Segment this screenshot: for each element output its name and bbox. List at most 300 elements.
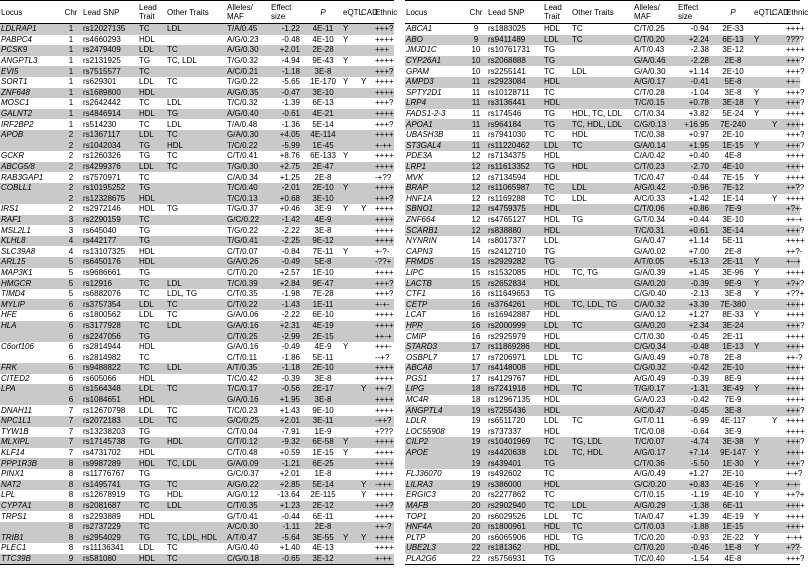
table-row [0,469,394,480]
cell-locus: CYP7A1 [1,501,32,511]
table-row [405,374,800,385]
cell-lead-trait: HDL [139,246,156,256]
cell-alleles-maf: C/T/0.22 [227,299,258,309]
cell-cad [360,130,374,141]
cell-lead-snp: rs2068888 [488,56,526,66]
cell-alleles-maf: T/A/0.45 [227,24,258,34]
cell-lead-snp: rs439401 [488,458,522,468]
cell-chr: 6 [68,373,74,383]
cell-other-traits: LDL [167,98,182,108]
cell-lead-snp: rs2902940 [488,501,526,511]
cell-p: 1E-13 [722,342,744,352]
cell-lead-trait: HDL [544,331,561,341]
cell-lead-snp: rs442177 [83,236,117,246]
cell-chr: 22 [471,543,481,553]
cell-chr: 1 [68,66,74,76]
cell-lead-snp: rs11776767 [83,469,125,479]
cell-lead-trait: HDL [544,24,561,34]
cell-effect-size: +1.27 [688,310,709,320]
cell-lead-snp: rs6029526 [488,511,526,521]
cell-lead-snp: rs11869286 [488,342,530,352]
cell-alleles-maf: T/A/0.48 [227,119,258,129]
cell-p: 4E-117 [720,416,746,426]
cell-ethnic: ++++ [786,162,805,172]
cell-locus: ANGPTL3 [1,56,38,66]
cell-lead-snp: rs1564348 [83,384,121,394]
cell-lead-snp: rs13107325 [83,246,126,256]
cell-effect-size: +2.24 [688,34,709,44]
cell-alleles-maf: C/T/0.20 [634,543,665,553]
cell-other-traits [166,331,226,342]
cell-lead-trait: TC [544,183,555,193]
cell-chr: 6 [68,342,74,352]
cell-other-traits: LDL [167,363,182,373]
cell-cad [360,56,374,67]
cell-alleles-maf: C/G/0.18 [227,553,260,563]
cell-p: 8E-33 [722,310,744,320]
cell-eqtl: Y [754,310,760,320]
cell-chr: 2 [68,130,74,140]
cell-lead-trait: TC [139,320,150,330]
cell-chr: 18 [471,384,481,394]
cell-alleles-maf: A/T/0.43 [634,45,665,55]
cell-lead-snp: rs13238203 [83,426,126,436]
cell-lead-trait: HDL [544,363,561,373]
cell-cad [360,363,374,374]
cell-cad [360,215,374,226]
cell-cad [360,437,374,448]
cell-lead-trait: TG [544,162,556,172]
cell-lead-trait: TC [139,66,150,76]
cell-cad [771,543,785,554]
cell-locus: GALNT2 [1,109,33,119]
cell-ethnic: +++? [786,405,805,415]
cell-lead-snp: rs2479409 [83,45,121,55]
table-row [0,109,394,120]
cell-eqtl [342,141,360,152]
cell-alleles-maf: G/A/0.16 [227,342,259,352]
cell-other-traits [166,88,226,99]
cell-effect-size: -1.88 [690,522,709,532]
cell-other-traits: TC, LDL [167,458,197,468]
cell-eqtl [342,66,360,77]
cell-locus: MOSC1 [1,98,30,108]
cell-chr: 22 [471,553,481,563]
cell-p: 2E-12 [312,501,334,511]
cell-lead-snp: rs7255436 [488,405,526,415]
cell-chr: 19 [471,405,481,415]
cell-eqtl: Y [754,87,760,97]
cell-ethnic: ++++ [375,511,394,521]
cell-cad [360,162,374,173]
cell-eqtl [342,331,360,342]
cell-p: 3E-8 [724,405,742,415]
cell-effect-size: -2.38 [690,45,709,55]
table-row [405,469,800,480]
cell-eqtl [753,162,771,173]
cell-eqtl [342,215,360,226]
cell-lead-snp: rs1689800 [83,87,121,97]
cell-lead-snp: rs4731702 [83,448,121,458]
cell-locus: LRP1 [406,162,427,172]
cell-lead-snp: rs12678919 [83,490,126,500]
cell-eqtl [342,374,360,385]
table-row [0,448,394,459]
cell-ethnic: ++++ [786,236,805,246]
cell-locus: HLA [1,320,17,330]
cell-cad [360,268,374,279]
cell-cad [771,342,785,353]
cell-alleles-maf: C/T/0.11 [227,352,258,362]
cell-eqtl: Y [343,448,349,458]
cell-ethnic: ++++ [786,448,805,458]
cell-ethnic: ++++ [375,204,394,214]
cell-chr: 5 [68,257,74,267]
cell-alleles-maf: T/C/0.47 [634,172,665,182]
cell-lead-snp: rs6511720 [488,416,526,426]
cell-other-traits [571,395,633,406]
cell-other-traits [166,35,226,46]
cell-effect-size: +2.01 [279,469,300,479]
cell-effect-size: -0.96 [690,183,709,193]
cell-ethnic: -+?? [375,172,392,182]
cell-eqtl [753,151,771,162]
cell-lead-snp: rs964184 [488,119,522,129]
cell-lead-trait: TG [544,246,556,256]
cell-ethnic: ++++ [786,384,805,394]
cell-lead-trait: TG [139,225,151,235]
cell-lead-trait: TC [544,469,555,479]
cell-locus: TTC39B [1,553,31,563]
cell-lead-trait: HDL [544,479,561,489]
cell-chr: 16 [471,289,481,299]
cell-eqtl [753,405,771,416]
cell-chr: 11 [471,77,481,87]
cell-locus: UBE2L3 [406,543,436,553]
cell-effect-size: +1.42 [688,193,709,203]
cell-chr: 20 [471,532,481,542]
header-ethnic: Ethnic [786,7,808,17]
header-alleles-maf: Alleles/ MAF [634,3,660,21]
cell-chr: 7 [68,448,74,458]
cell-ethnic: ++?- [786,246,803,256]
cell-lead-snp: rs2081687 [83,501,121,511]
cell-effect-size: +1.27 [688,469,709,479]
cell-lead-snp: rs2072183 [83,416,121,426]
cell-effect-size: -1.19 [690,490,709,500]
cell-eqtl [342,109,360,120]
cell-lead-trait: LDL [544,416,559,426]
cell-eqtl: Y [754,543,760,553]
table-row [405,35,800,46]
cell-eqtl [753,24,771,35]
cell-chr: 2 [68,172,74,182]
cell-ethnic: -++? [375,416,392,426]
cell-eqtl [753,427,771,438]
cell-ethnic: +??- [786,543,803,553]
cell-ethnic: ++++ [786,363,805,373]
cell-lead-snp: rs6882076 [83,289,121,299]
table-row [0,289,394,300]
cell-chr: 1 [68,119,74,129]
cell-alleles-maf: T/G/0.17 [634,384,666,394]
cell-cad [360,66,374,77]
cell-lead-trait: TG [544,119,556,129]
cell-effect-size: -0.48 [690,342,709,352]
cell-cad [360,321,374,332]
cell-lead-trait: HDL [544,151,561,161]
cell-chr: 17 [471,352,481,362]
cell-ethnic: ++++ [375,310,394,320]
cell-chr: 1 [68,45,74,55]
cell-ethnic: -??+ [375,257,392,267]
cell-cad [771,56,785,67]
cell-alleles-maf: A/G/0.40 [227,109,259,119]
cell-eqtl: Y [754,448,760,458]
cell-chr: 12 [471,172,481,182]
cell-chr: 19 [471,479,481,489]
cell-ethnic: ++-? [375,522,392,532]
cell-lead-trait: TG [139,331,151,341]
cell-cad [360,342,374,353]
cell-lead-snp: rs4129767 [488,373,526,383]
cell-locus: IRS1 [1,204,19,214]
cell-p: 2E-11 [722,257,744,267]
cell-lead-snp: rs645040 [83,225,117,235]
cell-lead-snp: rs2923084 [488,77,526,87]
cell-lead-trait: LDL [139,384,154,394]
cell-p: 2E-10 [312,183,334,193]
table-row [0,543,394,554]
cell-alleles-maf: G/A/0.30 [227,130,259,140]
cell-ethnic: ++-? [375,384,392,394]
cell-ethnic: +++? [375,501,394,511]
cell-locus: APOB [1,130,24,140]
cell-effect-size: -2.01 [281,183,300,193]
cell-lead-trait: LDL [139,310,154,320]
cell-p: 5E-14 [312,479,334,489]
cell-ethnic: +?+- [786,204,803,214]
cell-chr: 16 [471,320,481,330]
cell-effect-size: +8.76 [279,151,300,161]
cell-effect-size: +0.61 [688,225,709,235]
cell-alleles-maf: G/T/0.11 [634,416,665,426]
cell-effect-size: +2.84 [279,278,300,288]
cell-alleles-maf: A/G/0.17 [634,77,666,87]
cell-p: 2E-10 [722,66,744,76]
cell-eqtl [342,236,360,247]
cell-other-traits [571,331,633,342]
cell-p: 4E-10 [722,162,744,172]
cell-other-traits: LDL [572,501,587,511]
cell-eqtl [342,511,360,522]
cell-lead-snp: rs6450176 [83,257,121,267]
cell-lead-snp: rs7241918 [488,384,526,394]
cell-locus: TIMD4 [1,289,25,299]
cell-lead-snp: rs1367117 [83,130,121,140]
cell-locus: TOP1 [406,511,427,521]
cell-eqtl: Y [754,289,760,299]
table-row [405,268,800,279]
cell-effect-size: +0.83 [688,479,709,489]
cell-chr: 9 [473,24,479,34]
cell-ethnic: +++? [375,66,394,76]
cell-ethnic: ++++ [375,87,394,97]
cell-p: 2E-8 [724,56,742,66]
cell-lead-trait: HDL [544,278,561,288]
cell-lead-trait: HDL [544,310,561,320]
cell-locus: TYW1B [1,426,29,436]
cell-other-traits [166,374,226,385]
cell-lead-snp: rs1169288 [488,193,526,203]
cell-locus [0,395,60,406]
table-row [0,45,394,56]
table-row [0,310,394,321]
table-row [405,215,800,226]
table-row [0,130,394,141]
cell-other-traits [166,448,226,459]
cell-alleles-maf: C/A/0.42 [634,151,666,161]
cell-cad [360,88,374,99]
cell-other-traits: LDL [167,278,182,288]
cell-locus: COBLL1 [1,183,32,193]
cell-ethnic: ++++ [786,267,805,277]
cell-ethnic: +++? [375,278,394,288]
cell-ethnic: ++++ [786,151,805,161]
cell-other-traits: TC [167,299,178,309]
cell-p: 1E-15 [722,140,744,150]
cell-chr: 7 [68,437,74,447]
cell-eqtl [342,352,360,363]
cell-cad [771,246,785,257]
cell-alleles-maf: T/C/0.32 [227,98,258,108]
cell-chr: 10 [471,66,481,76]
cell-ethnic: +-+- [375,299,390,309]
table-row [0,437,394,448]
cell-ethnic: ++-+ [786,214,803,224]
cell-effect-size: -0.46 [690,543,709,553]
cell-ethnic: ++-- [786,77,801,87]
cell-locus [405,458,465,469]
cell-p: 3E-38 [722,437,744,447]
cell-alleles-maf: T/C/0.40 [227,183,258,193]
cell-locus: FLJ36070 [406,469,442,479]
cell-eqtl [342,162,360,173]
cell-ethnic: +++? [786,320,805,330]
cell-lead-snp: rs2972146 [83,204,121,214]
cell-lead-snp: rs7134375 [488,151,526,161]
cell-other-traits [166,469,226,480]
cell-p: 2E-10 [722,469,744,479]
cell-cad [771,162,785,173]
cell-alleles-maf: G/T/0.34 [634,214,666,224]
cell-alleles-maf: C/T/0.20 [227,267,258,277]
cell-locus: SCARB1 [406,225,439,235]
cell-other-traits: HDL [167,140,184,150]
table-row [405,246,800,257]
cell-cad [360,183,374,194]
cell-ethnic: +++? [786,98,805,108]
cell-effect-size: -0.64 [690,426,709,436]
cell-chr: 1 [68,77,74,87]
cell-alleles-maf: C/T/0.35 [227,289,258,299]
cell-other-traits: TG [167,109,179,119]
cell-ethnic: ++++ [786,373,805,383]
cell-p: 1E-30 [722,458,744,468]
cell-chr: 5 [68,278,74,288]
cell-alleles-maf: T/C/0.38 [634,130,665,140]
cell-locus: SLC39A8 [1,246,36,256]
cell-other-traits [166,268,226,279]
cell-eqtl: Y [343,56,349,66]
cell-locus: APOE [406,448,429,458]
cell-chr: 8 [68,522,74,532]
cell-lead-snp: rs9987289 [83,458,121,468]
cell-p: 2E-8 [314,172,332,182]
cell-p: 4E-21 [312,109,334,119]
cell-other-traits: TC [167,479,178,489]
table-row [405,458,800,469]
cell-cad: Y [361,490,367,500]
cell-effect-size: -0.44 [690,172,709,182]
table-row [0,183,394,194]
cell-eqtl [753,522,771,533]
cell-locus: HNF4A [406,522,433,532]
cell-effect-size: -1.42 [281,214,300,224]
table-row [405,257,800,268]
cell-effect-size: +0.68 [279,193,300,203]
cell-chr: 1 [68,24,74,34]
cell-lead-trait: HDL [544,204,561,214]
cell-other-traits: TC [167,553,178,563]
cell-p: 3E-10 [722,214,744,224]
cell-alleles-maf: A/T/0.47 [227,532,258,542]
cell-eqtl: Y [754,34,760,44]
cell-locus: RAB3GAP1 [1,172,44,182]
cell-other-traits [571,45,633,56]
cell-eqtl [342,469,360,480]
cell-cad [360,257,374,268]
cell-p: 2E-10 [722,130,744,140]
cell-p: 4E-19 [312,320,334,330]
cell-chr: 6 [68,331,74,341]
cell-alleles-maf: G/A/0.46 [634,56,666,66]
cell-p: 1E-170 [310,77,336,87]
cell-alleles-maf: A/G/0.49 [634,469,666,479]
cell-locus: NAT2 [1,479,21,489]
cell-chr: 8 [68,458,74,468]
cell-chr: 16 [471,331,481,341]
cell-lead-trait: LDL [139,45,154,55]
cell-lead-snp: rs2642442 [83,98,121,108]
cell-p: 1E-15 [312,448,334,458]
cell-ethnic: ++++ [375,543,394,553]
cell-alleles-maf: A/G/0.22 [227,479,259,489]
cell-locus: LACTB [406,278,432,288]
cell-lead-trait: TG [139,236,151,246]
cell-p: 1E-14 [722,193,744,203]
cell-other-traits [571,204,633,215]
cell-cad [771,299,785,310]
cell-p: 9E-43 [312,56,334,66]
cell-alleles-maf: C/T/0.48 [227,448,258,458]
cell-lead-snp: rs386000 [488,479,522,489]
cell-locus: SBNO1 [406,204,434,214]
cell-effect-size: -1.36 [281,119,300,129]
cell-locus: ABCG5/8 [1,162,35,172]
cell-other-traits: TG, LDL [572,437,603,447]
cell-chr: 19 [471,469,481,479]
